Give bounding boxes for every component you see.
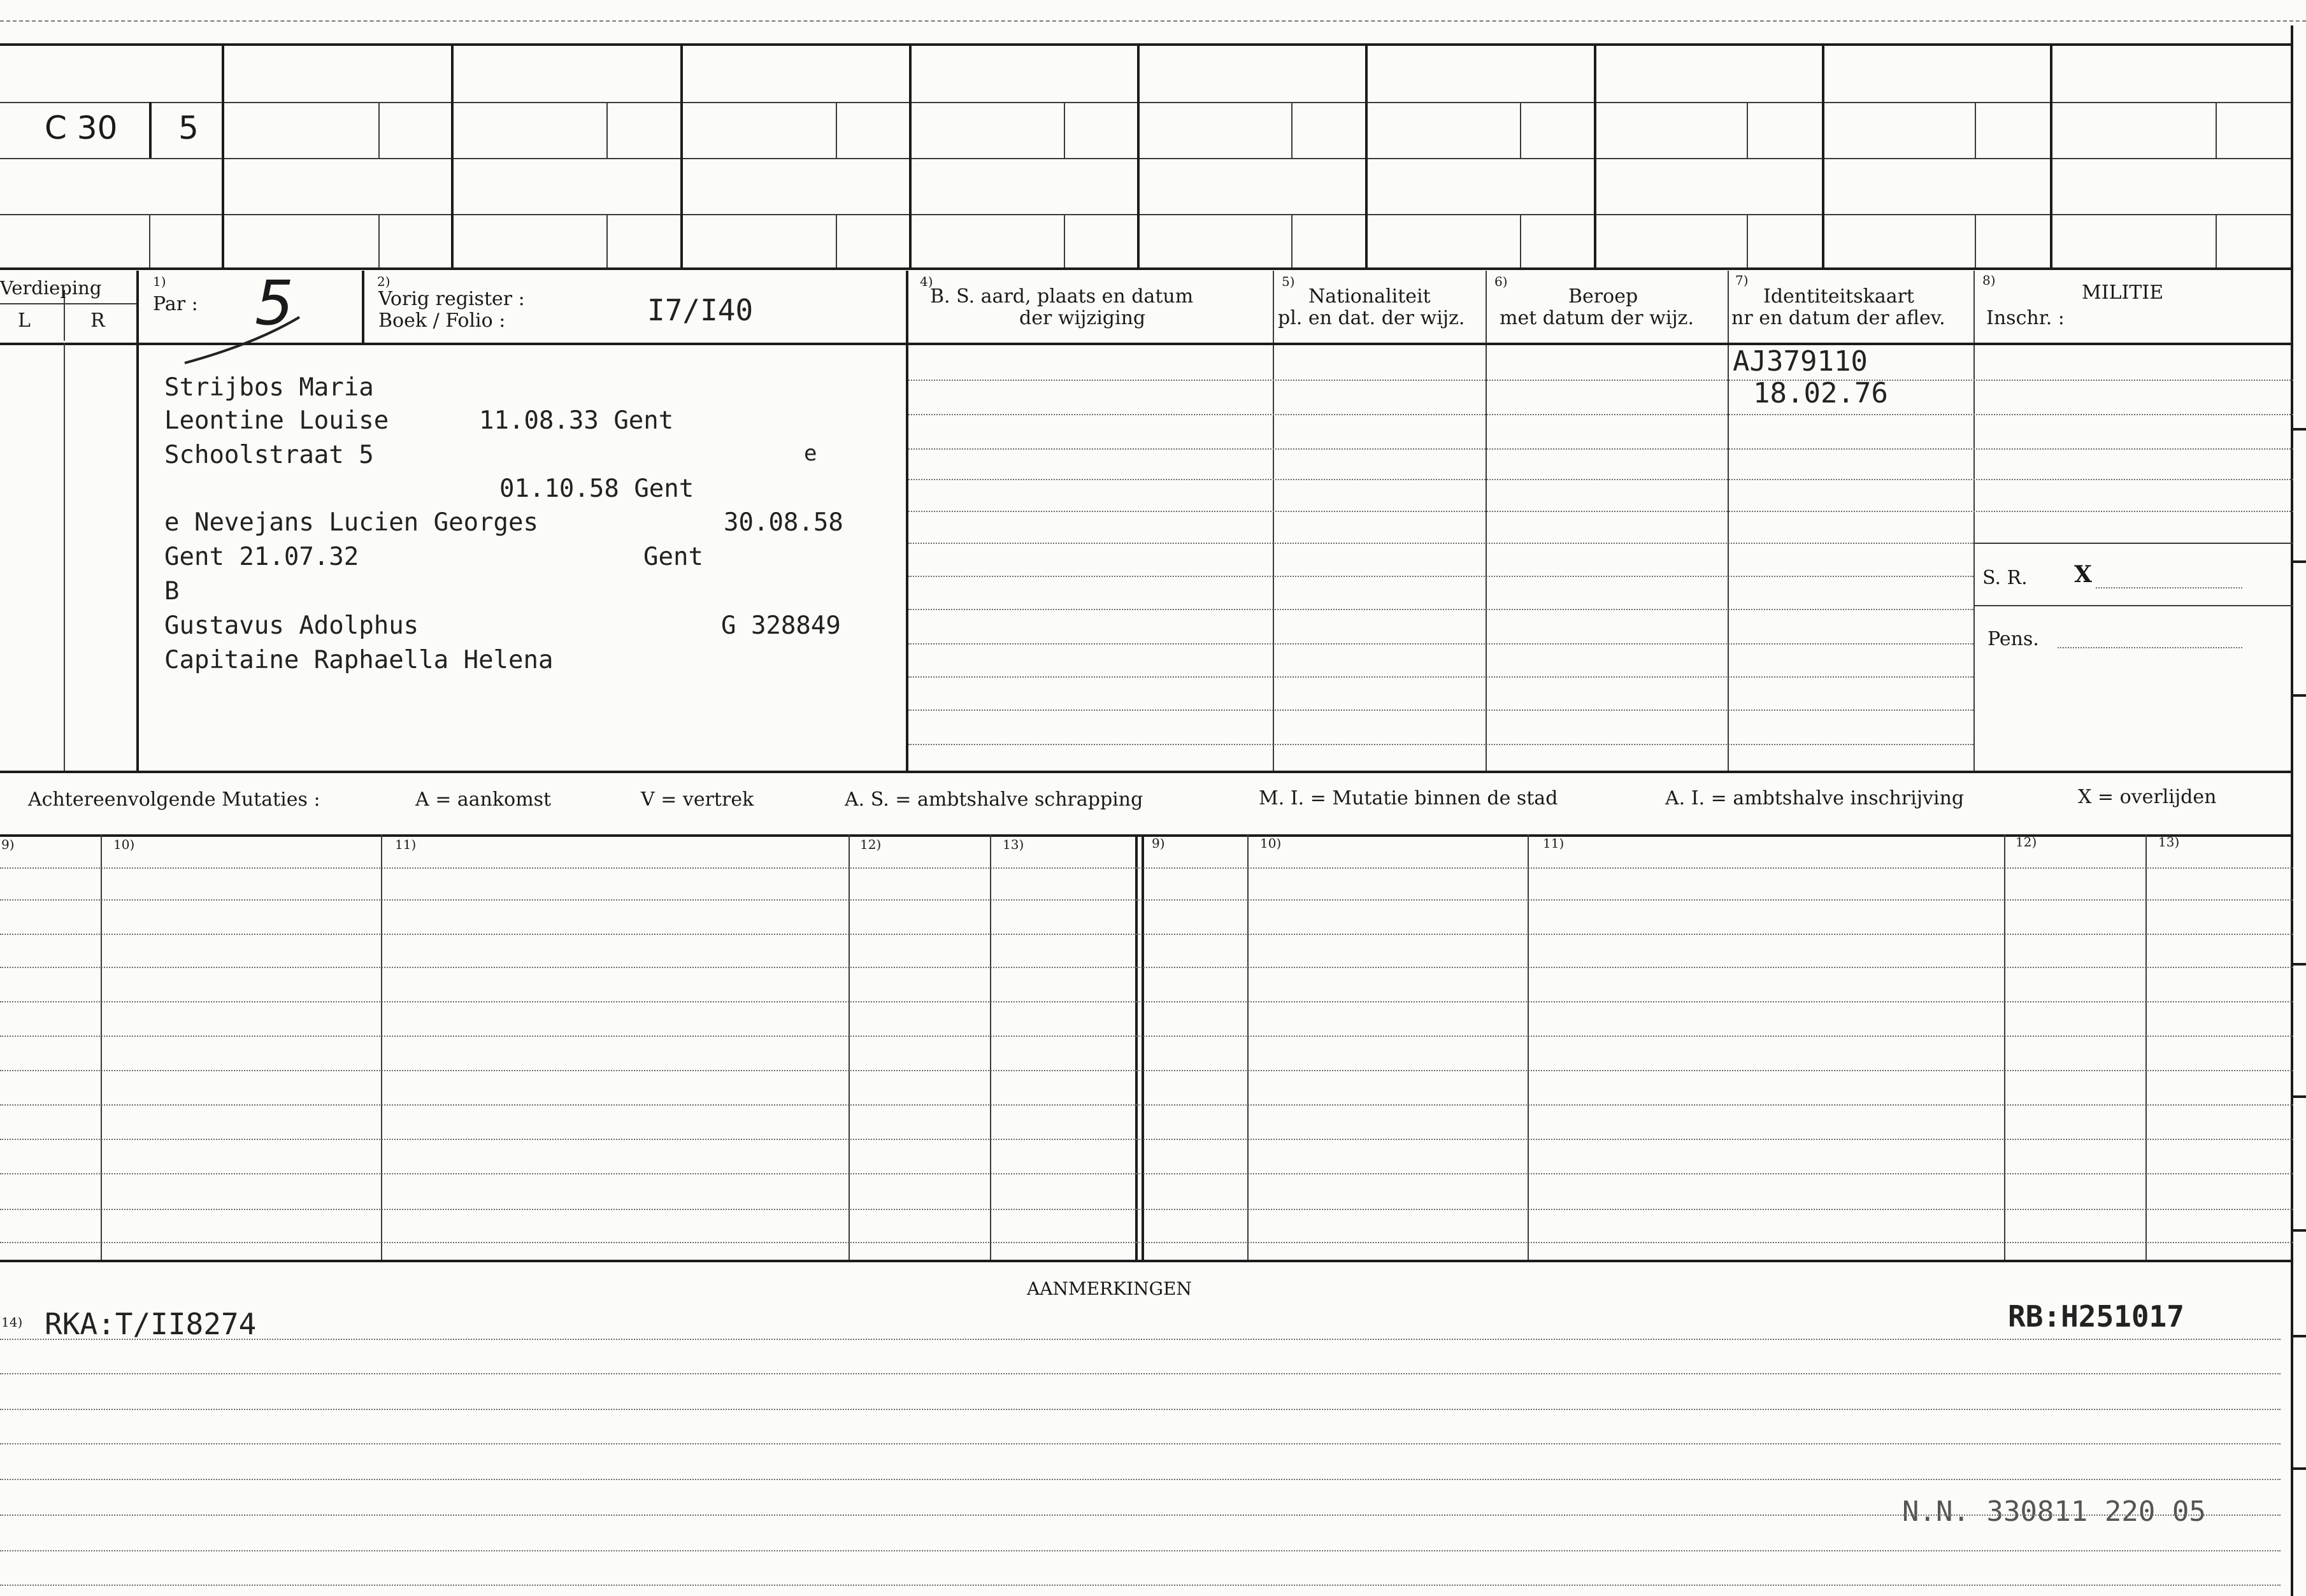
par-label: Par :	[153, 293, 198, 315]
remarks-num: 14)	[1, 1315, 23, 1330]
id-card-number: AJ379110	[1733, 345, 1868, 378]
section-divider	[0, 771, 2293, 773]
person-line-5: e Nevejans Lucien Georges	[164, 508, 538, 537]
person-line-9: Capitaine Raphaella Helena	[164, 646, 554, 674]
nat-label1: Nationaliteit	[1308, 285, 1431, 308]
person-line-8: Gustavus Adolphus	[164, 611, 419, 640]
id-label1: Identiteitskaart	[1763, 285, 1914, 308]
birth-date: 11.08.33 Gent	[479, 406, 674, 435]
bs-label1: B. S. aard, plaats en datum	[930, 285, 1194, 308]
legend-title: Achtereenvolgende Mutaties :	[28, 788, 320, 811]
mut-right-9: 9)	[1152, 836, 1165, 851]
mut-left-12: 12)	[860, 837, 882, 852]
legend-mi: M. I. = Mutatie binnen de stad	[1259, 787, 1558, 809]
militie-num: 8)	[1982, 273, 1996, 288]
mut-right-11: 11)	[1543, 836, 1565, 851]
beroep-num: 6)	[1494, 274, 1508, 289]
mut-right-10: 10)	[1260, 836, 1282, 851]
id-card-date: 18.02.76	[1753, 377, 1888, 410]
verdieping-divider	[64, 343, 65, 771]
nat-num: 5)	[1282, 274, 1295, 289]
par-num: 1)	[153, 274, 166, 289]
remarks-rka: RKA:T/II8274	[45, 1307, 257, 1341]
id-num: 7)	[1735, 273, 1749, 288]
top-edge	[0, 20, 2306, 22]
vorig-value: I7/I40	[647, 293, 754, 327]
mut-right-13: 13)	[2158, 834, 2180, 850]
date-2: 30.08.58	[724, 508, 843, 537]
e-mark: e	[804, 441, 817, 466]
bs-label2: der wijziging	[1019, 307, 1146, 329]
marriage-date: 01.10.58 Gent	[499, 474, 694, 503]
person-line-3: Schoolstraat 5	[164, 441, 374, 469]
verdieping-left: L	[18, 310, 31, 332]
vorig-num: 2)	[377, 274, 390, 289]
mut-left-13: 13)	[1003, 837, 1024, 852]
legend-v: V = vertrek	[641, 788, 754, 811]
mut-left-10: 10)	[113, 837, 135, 852]
place-2: Gent	[643, 543, 703, 571]
pens-label: Pens.	[1987, 628, 2039, 650]
code-value: C 30	[45, 110, 118, 146]
verdieping-right: R	[90, 310, 105, 332]
number-value: 5	[178, 110, 199, 146]
person-line-1: Strijbos Maria	[164, 373, 374, 402]
bs-num: 4)	[920, 274, 933, 289]
sr-label: S. R.	[1982, 567, 2028, 589]
militie-inschr: Inschr. :	[1986, 307, 2065, 329]
mut-left-9: 9)	[1, 837, 15, 852]
mut-left-11: 11)	[395, 837, 417, 852]
par-mark: 5	[255, 267, 294, 339]
vorig-label2: Boek / Folio :	[378, 310, 506, 332]
remarks-nn: N.N. 330811 220 05	[1902, 1495, 2206, 1528]
par-flourish	[178, 312, 306, 369]
nat-label2: pl. en dat. der wijz.	[1278, 307, 1465, 329]
legend-x: X = overlijden	[2078, 786, 2217, 808]
mut-right-12: 12)	[2016, 834, 2037, 850]
beroep-label1: Beroep	[1568, 285, 1638, 308]
remarks-rb: RB:H251017	[2008, 1299, 2184, 1334]
sr-mark: X	[2074, 561, 2092, 588]
person-line-2: Leontine Louise	[164, 406, 389, 435]
verdieping-label: Verdieping	[0, 277, 102, 299]
remarks-title: AANMERKINGEN	[1027, 1278, 1192, 1299]
militie-label: MILITIE	[2082, 281, 2164, 304]
person-line-6: Gent 21.07.32	[164, 543, 359, 571]
vorig-label1: Vorig register :	[378, 288, 525, 310]
beroep-label2: met datum der wijz.	[1500, 307, 1694, 329]
reference-number: G 328849	[721, 611, 841, 640]
legend-a: A = aankomst	[415, 788, 552, 811]
person-line-7: B	[164, 577, 180, 606]
id-label2: nr en datum der aflev.	[1731, 307, 1945, 329]
legend-as: A. S. = ambtshalve schrapping	[845, 788, 1143, 811]
legend-ai: A. I. = ambtshalve inschrijving	[1665, 787, 1965, 809]
